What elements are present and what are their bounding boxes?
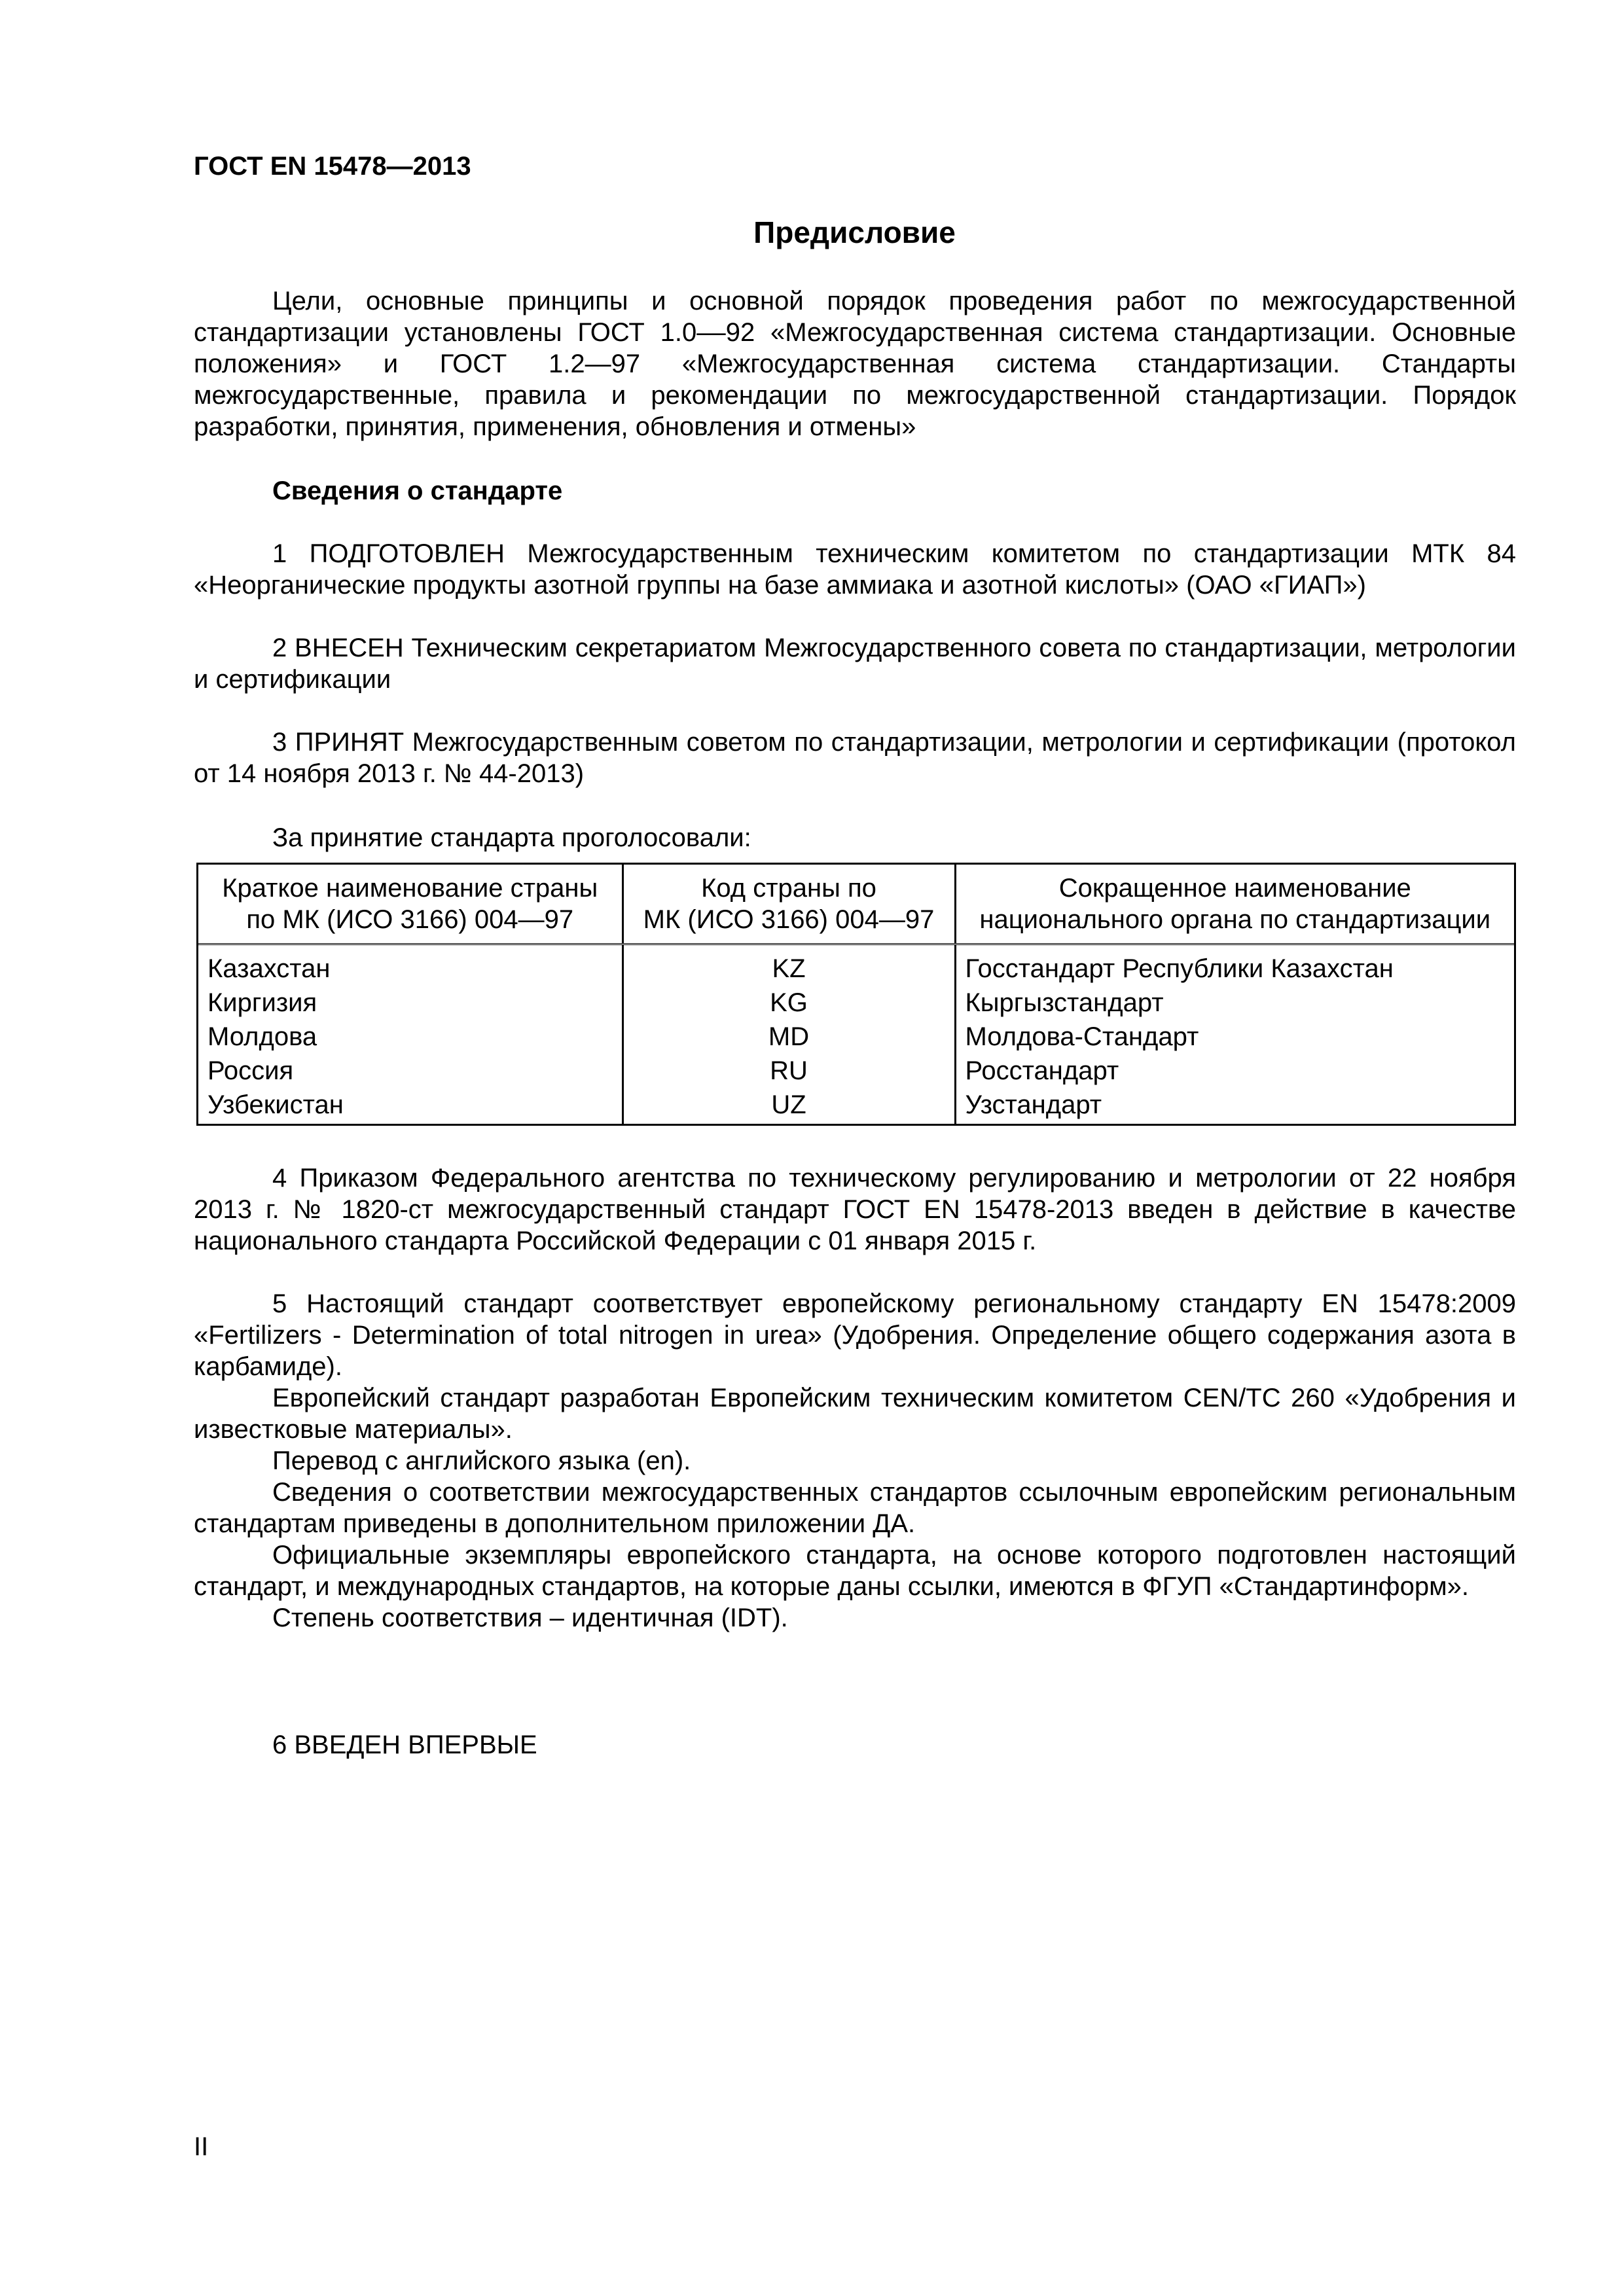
table-cell-code: KZ	[772, 954, 806, 983]
intro-section	[194, 285, 1516, 442]
table-header-row	[198, 865, 1514, 944]
item-5-degree: Степень соответствия – идентичная (IDT).	[272, 1604, 788, 1632]
item-6-block	[194, 1729, 1516, 1761]
item-4-paragraph: 4 Приказом Федерального агентства по техническому регулированию и метрологии от 22 ноября 2013 г. № 1820-ст межгосударственный стандарт ГОСТ EN 15478-2013 введен в действие в качестве национального стандарта Российской Федерации с 01 января 2015 г.	[194, 1164, 1516, 1255]
table-cell-country: Молдова	[208, 1022, 317, 1051]
table-cell-code: MD	[768, 1022, 810, 1051]
header-code-line1: Код страны по	[701, 874, 876, 903]
table-cell-body: Госстандарт Республики Казахстан	[965, 954, 1394, 983]
document-id: ГОСТ EN 15478—2013	[194, 152, 471, 181]
table-cell-body: Узстандарт	[965, 1090, 1102, 1119]
item-3-block	[194, 726, 1516, 789]
item-6-paragraph: 6 ВВЕДЕН ВПЕРВЫЕ	[272, 1731, 537, 1759]
page-number: II	[194, 2132, 209, 2161]
table-header-code	[623, 865, 955, 944]
body-column	[955, 944, 1514, 1126]
country-column	[198, 944, 623, 1126]
header-body-line1: Сокращенное наименование	[1058, 874, 1411, 903]
item-2-block	[194, 632, 1516, 695]
table-cell-body: Кыргызстандарт	[965, 988, 1164, 1017]
header-country-line1: Краткое наименование страны	[222, 874, 598, 903]
item-5-official-copies: Официальные экземпляры европейского стандарта, на основе которого подготовлен настоящий стандарт, и международных стандартов, на которые даны ссылки, имеются в ФГУП «Стандартинформ».	[194, 1541, 1516, 1601]
item-5-block	[194, 1288, 1516, 1634]
vote-intro: За принятие стандарта проголосовали:	[272, 823, 751, 852]
item-4-block	[194, 1162, 1516, 1257]
table-cell-country: Россия	[208, 1056, 294, 1085]
info-heading-block	[194, 475, 1516, 507]
voting-table-grid	[198, 865, 1514, 1126]
table-cell-body: Росстандарт	[965, 1056, 1119, 1085]
table-cell-code: UZ	[771, 1090, 806, 1119]
table-header-body	[955, 865, 1514, 944]
header-body-line2: национального органа по стандартизации	[979, 905, 1491, 934]
table-cell-code: RU	[770, 1056, 808, 1085]
table-cell-country: Узбекистан	[208, 1090, 344, 1119]
table-cell-body: Молдова-Стандарт	[965, 1022, 1199, 1051]
table-header-country	[198, 865, 623, 944]
item-1-block	[194, 538, 1516, 601]
code-column	[623, 944, 955, 1126]
header-code-line2: МК (ИСО 3166) 004—97	[643, 905, 935, 934]
table-row	[198, 944, 1514, 1126]
item-5-paragraph: 5 Настоящий стандарт соответствует европейскому региональному стандарту EN 15478:2009 «Fertilizers - Determination of total nitrogen in urea» (Удобрения. Определение общего содержания азота в карбамиде).	[194, 1289, 1516, 1381]
table-cell-country: Казахстан	[208, 954, 331, 983]
item-1-paragraph: 1 ПОДГОТОВЛЕН Межгосударственным техническим комитетом по стандартизации МТК 84 «Неорганические продукты азотной группы на базе аммиака и азотной кислоты» (ОАО «ГИАП»)	[194, 539, 1516, 600]
voting-table	[196, 863, 1516, 1126]
table-cell-code: KG	[770, 988, 808, 1017]
item-2-paragraph: 2 ВНЕСЕН Техническим секретариатом Межгосударственного совета по стандартизации, метрологии и сертификации	[194, 634, 1516, 694]
table-cell-country: Киргизия	[208, 988, 317, 1017]
intro-paragraph: Цели, основные принципы и основной порядок проведения работ по межгосударственной стандартизации установлены ГОСТ 1.0––92 «Межгосударственная система стандартизации. Основные положения» и ГОСТ 1.2—97 «Межгосударственная система стандартизации. Стандарты межгосударственные, правила и рекомендации по межгосударственной стандартизации. Порядок разработки, принятия, применения, обновления и отмены»	[194, 287, 1516, 441]
vote-intro-block	[194, 822, 1516, 853]
header-country-line2: по МК (ИСО 3166) 004—97	[246, 905, 574, 934]
item-3-paragraph: 3 ПРИНЯТ Межгосударственным советом по стандартизации, метрологии и сертификации (протокол от 14 ноября 2013 г. № 44-2013)	[194, 728, 1516, 788]
item-5-translation: Перевод с английского языка (en).	[272, 1446, 691, 1475]
info-heading: Сведения о стандарте	[272, 476, 563, 505]
item-5-correspondence: Сведения о соответствии межгосударственных стандартов ссылочным европейским региональным стандартам приведены в дополнительном приложении ДА.	[194, 1478, 1516, 1538]
page-title: Предисловие	[753, 215, 956, 249]
item-5-european-committee: Европейский стандарт разработан Европейским техническим комитетом CEN/TC 260 «Удобрения и известковые материалы».	[194, 1384, 1516, 1444]
